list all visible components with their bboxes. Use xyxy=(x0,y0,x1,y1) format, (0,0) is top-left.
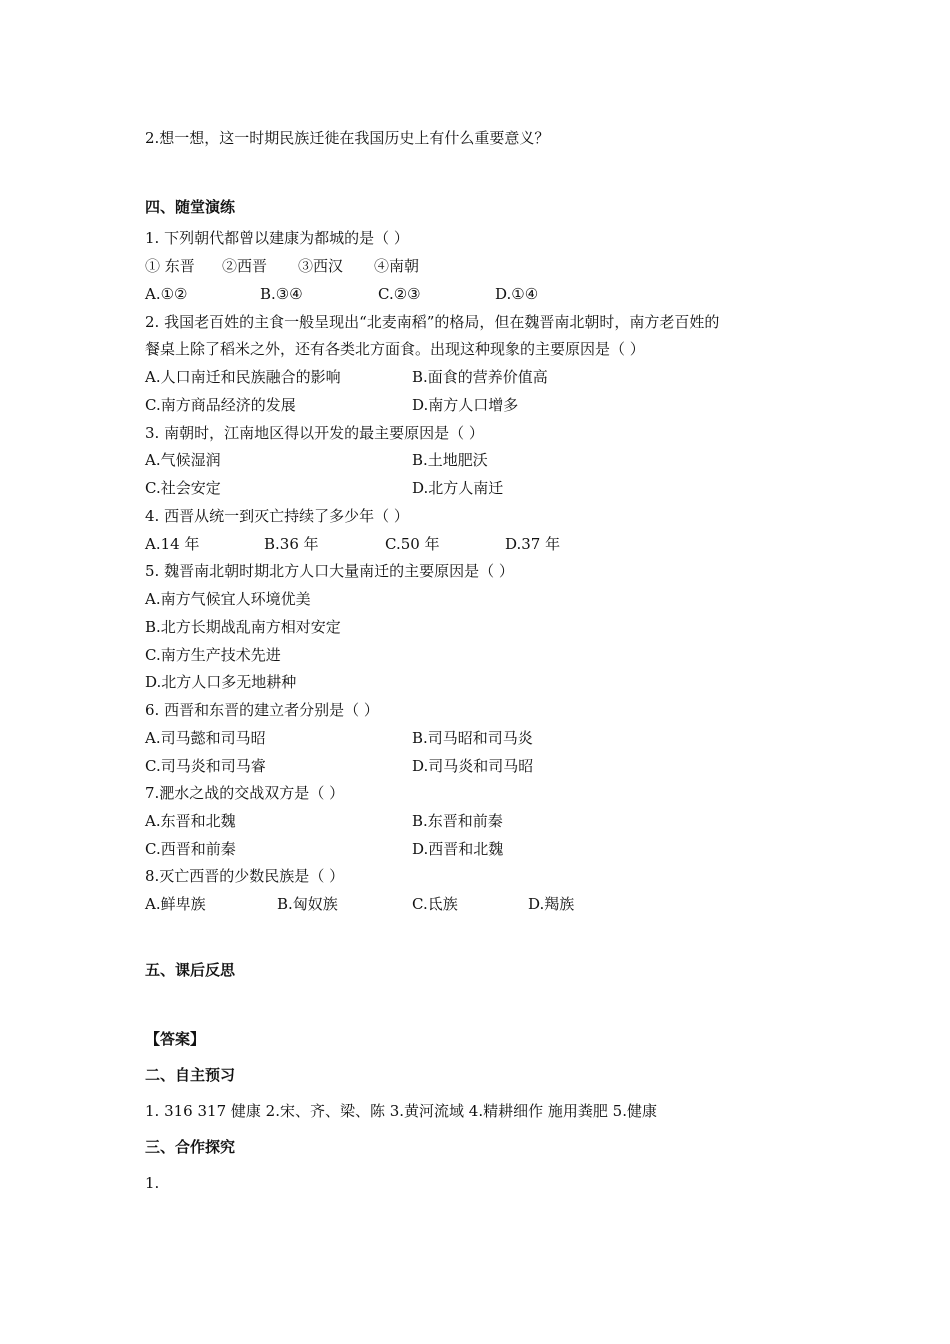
question-1-item: ① 东晋 xyxy=(145,257,195,275)
question-8-stem: 8.灭亡西晋的少数民族是（ ） xyxy=(145,867,345,885)
answers-section-3-title: 三、合作探究 xyxy=(145,1138,236,1156)
question-8-option-d: D.羯族 xyxy=(528,895,575,913)
question-2-option-a: A.人口南迁和民族融合的影响 xyxy=(145,368,341,386)
question-1-stem: 1. 下列朝代都曾以建康为都城的是（ ） xyxy=(145,229,409,247)
question-5-stem: 5. 魏晋南北朝时期北方人口大量南迁的主要原因是（ ） xyxy=(145,562,514,580)
question-8-option-c: C.氐族 xyxy=(412,895,458,913)
question-6-option-d: D.司马炎和司马昭 xyxy=(412,757,534,775)
answers-section-2-title: 二、自主预习 xyxy=(145,1066,236,1084)
question-1-item: ②西晋 xyxy=(222,257,268,275)
question-3-option-d: D.北方人南迁 xyxy=(412,479,504,497)
reflection-question-2: 2.想一想，这一时期民族迁徙在我国历史上有什么重要意义？ xyxy=(145,129,550,147)
answers-section-3-item-1: 1. xyxy=(145,1174,160,1192)
question-1-option-b: B.③④ xyxy=(260,285,303,303)
question-1-option-a: A.①② xyxy=(145,285,188,303)
question-6-option-b: B.司马昭和司马炎 xyxy=(412,729,533,747)
answers-section-2-text: 1. 316 317 健康 2.宋、齐、梁、陈 3.黄河流域 4.精耕细作 施用粪肥 5.健康 xyxy=(145,1102,657,1120)
question-7-option-c: C.西晋和前秦 xyxy=(145,840,236,858)
question-2-stem-line1: 2. 我国老百姓的主食一般呈现出“北麦南稻”的格局，但在魏晋南北朝时，南方老百姓的 xyxy=(145,313,720,331)
question-7-stem: 7.淝水之战的交战双方是（ ） xyxy=(145,784,345,802)
question-5-option-c: C.南方生产技术先进 xyxy=(145,646,281,664)
question-6-option-c: C.司马炎和司马睿 xyxy=(145,757,266,775)
section-title-practice: 四、随堂演练 xyxy=(145,198,236,216)
question-8-option-a: A.鲜卑族 xyxy=(145,895,206,913)
question-4-option-c: C.50 年 xyxy=(385,535,440,553)
question-1-item: ③西汉 xyxy=(298,257,344,275)
question-1-item: ④南朝 xyxy=(374,257,420,275)
question-3-option-c: C.社会安定 xyxy=(145,479,221,497)
question-1-option-c: C.②③ xyxy=(378,285,421,303)
question-4-option-b: B.36 年 xyxy=(264,535,319,553)
question-5-option-b: B.北方长期战乱南方相对安定 xyxy=(145,618,341,636)
question-6-stem: 6. 西晋和东晋的建立者分别是（ ） xyxy=(145,701,379,719)
question-4-option-a: A.14 年 xyxy=(145,535,200,553)
question-3-option-b: B.土地肥沃 xyxy=(412,451,488,469)
question-7-option-b: B.东晋和前秦 xyxy=(412,812,503,830)
question-5-option-d: D.北方人口多无地耕种 xyxy=(145,673,297,691)
question-5-option-a: A.南方气候宜人环境优美 xyxy=(145,590,311,608)
question-3-stem: 3. 南朝时，江南地区得以开发的最主要原因是（ ） xyxy=(145,424,484,442)
question-4-stem: 4. 西晋从统一到灭亡持续了多少年（ ） xyxy=(145,507,409,525)
question-6-option-a: A.司马懿和司马昭 xyxy=(145,729,266,747)
question-2-stem-line2: 餐桌上除了稻米之外，还有各类北方面食。出现这种现象的主要原因是（ ） xyxy=(145,340,645,358)
question-2-option-c: C.南方商品经济的发展 xyxy=(145,396,296,414)
question-8-option-b: B.匈奴族 xyxy=(277,895,338,913)
question-4-option-d: D.37 年 xyxy=(505,535,561,553)
question-7-option-d: D.西晋和北魏 xyxy=(412,840,504,858)
question-7-option-a: A.东晋和北魏 xyxy=(145,812,236,830)
section-title-reflection: 五、课后反思 xyxy=(145,961,236,979)
question-2-option-d: D.南方人口增多 xyxy=(412,396,519,414)
answers-heading: 【答案】 xyxy=(145,1030,206,1048)
question-2-option-b: B.面食的营养价值高 xyxy=(412,368,548,386)
question-3-option-a: A.气候湿润 xyxy=(145,451,221,469)
question-1-option-d: D.①④ xyxy=(495,285,539,303)
